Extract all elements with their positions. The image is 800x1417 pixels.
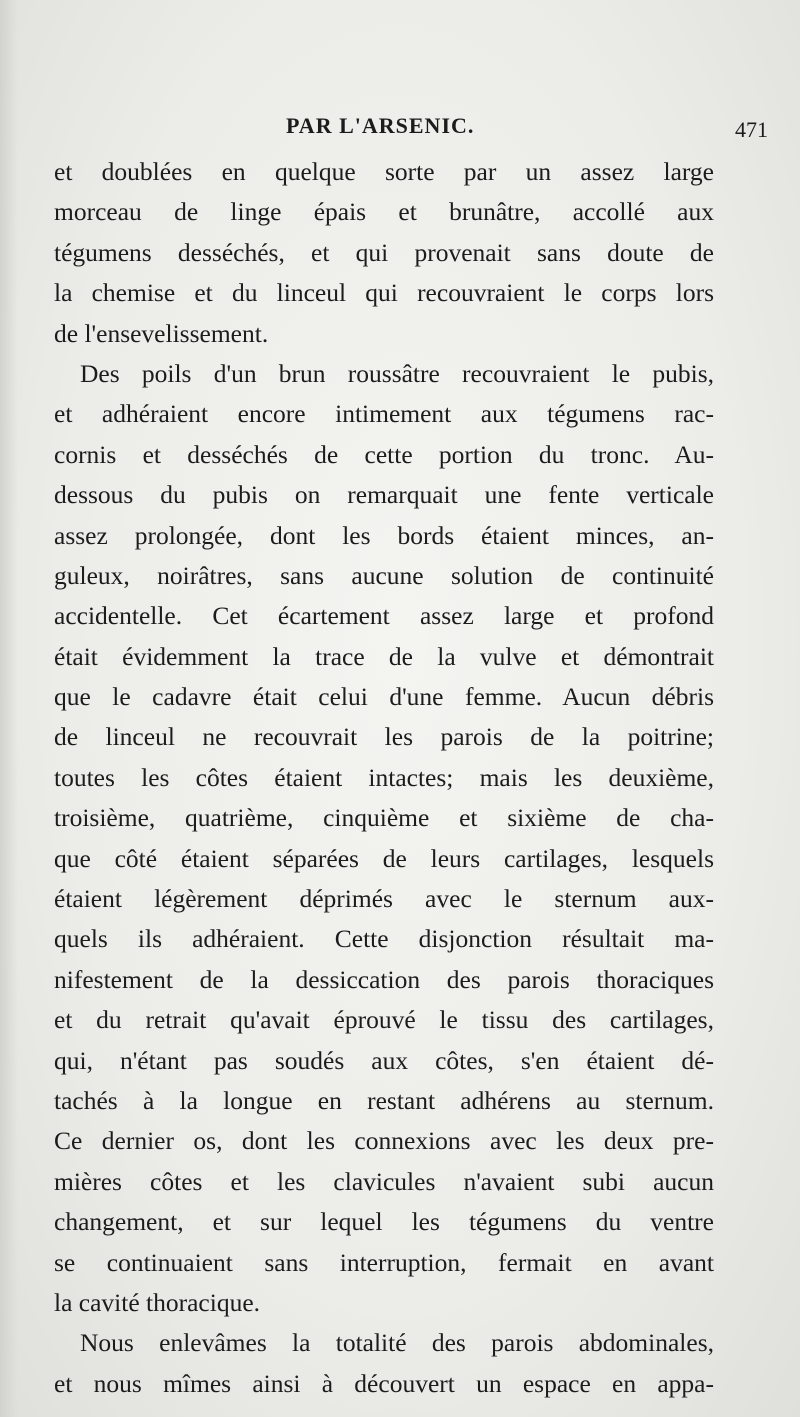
text-line: Des poils d'un brun roussâtre recouvraient le pubis, — [80, 358, 714, 388]
running-head — [0, 113, 800, 143]
text-line: assez prolongée, dont les bords étaient minces, an- — [54, 520, 714, 550]
text-line: était évidemment la trace de la vulve et démontrait — [54, 641, 714, 671]
text-line: la cavité thoracique. — [54, 1287, 261, 1317]
text-line: se continuaient sans interruption, fermait en avant — [54, 1247, 714, 1277]
page-edge-shadow — [0, 0, 18, 1417]
text-line: et adhéraient encore intimement aux tégumens rac- — [54, 399, 714, 429]
text-line: tégumens desséchés, et qui provenait sans doute de — [54, 237, 714, 267]
text-line: étaient légèrement déprimés avec le sternum aux- — [54, 884, 714, 914]
text-line: de linceul ne recouvrait les parois de la poitrine; — [54, 722, 714, 752]
text-line: mières côtes et les clavicules n'avaient subi aucun — [54, 1166, 714, 1196]
body-text — [54, 152, 714, 1404]
text-line: morceau de linge épais et brunâtre, accollé aux — [54, 197, 714, 227]
text-line: quels ils adhéraient. Cette disjonction résultait ma- — [54, 924, 714, 954]
text-line: changement, et sur lequel les tégumens du ventre — [54, 1207, 714, 1237]
text-line: toutes les côtes étaient intactes; mais les deuxième, — [54, 762, 714, 792]
text-line: cornis et desséchés de cette portion du tronc. Au- — [54, 439, 714, 469]
text-line: accidentelle. Cet écartement assez large et profond — [54, 601, 714, 631]
text-line: et nous mîmes ainsi à découvert un espace en appa- — [54, 1368, 714, 1398]
text-line: et du retrait qu'avait éprouvé le tissu des cartilages, — [54, 1005, 714, 1035]
text-line: qui, n'étant pas soudés aux côtes, s'en étaient dé- — [54, 1045, 714, 1075]
text-line: guleux, noirâtres, sans aucune solution de continuité — [54, 560, 714, 590]
text-line: que côté étaient séparées de leurs cartilages, lesquels — [54, 843, 714, 873]
text-line: de l'ensevelissement. — [54, 318, 269, 348]
text-line: troisième, quatrième, cinquième et sixième de cha- — [54, 803, 714, 833]
page-number: 471 — [735, 117, 768, 142]
text-line: Ce dernier os, dont les connexions avec les deux pre- — [54, 1126, 714, 1156]
text-line: la chemise et du linceul qui recouvraient le corps lors — [54, 278, 714, 308]
text-line: Nous enlevâmes la totalité des parois abdominales, — [80, 1328, 714, 1358]
text-line: nifestement de la dessiccation des parois thoraciques — [54, 964, 714, 994]
running-head-title: PAR L'ARSENIC. — [286, 113, 475, 138]
text-line: tachés à la longue en restant adhérens au sternum. — [54, 1085, 714, 1115]
text-line: que le cadavre était celui d'une femme. Aucun débris — [54, 682, 714, 712]
text-line: dessous du pubis on remarquait une fente verticale — [54, 480, 714, 510]
text-line: et doublées en quelque sorte par un assez large — [54, 157, 714, 186]
